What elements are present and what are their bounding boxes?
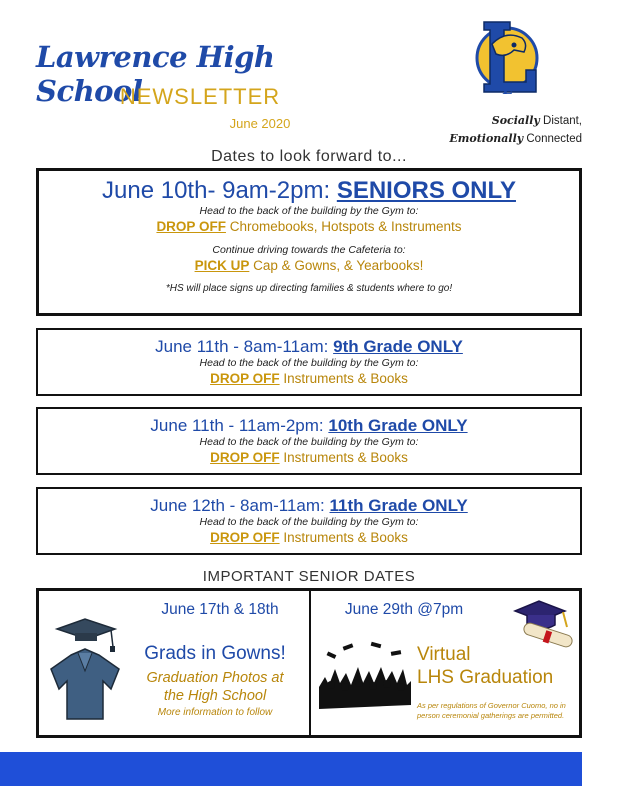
grade-event-group: 11th Grade ONLY [329,496,468,515]
gowns-subtitle-line1: Graduation Photos at [146,670,284,686]
grade-event-note: Head to the back of the building by the Gym to: [199,516,419,528]
grade-event-box [36,328,582,396]
graduation-date: June 29th @7pm [344,601,464,618]
graduation-gown-icon [45,613,127,725]
seniors-dropoff-line [39,218,579,235]
seniors-event-title [39,177,579,205]
seniors-event-group: SENIORS ONLY [336,177,516,204]
newsletter-label: NEWSLETTER [119,84,281,109]
grade-event-title [38,496,580,516]
graduation-title-line1: Virtual [417,644,471,665]
school-logo [462,14,552,104]
grade-event-title [38,416,580,436]
footer-bar [0,752,582,786]
seniors-event-box [36,168,582,316]
seniors-dropoff-note: Head to the back of the building by the Gym to: [199,205,419,217]
senior-dates-heading: IMPORTANT SENIOR DATES [202,568,416,585]
seniors-pickup-keyword: PICK UP [194,258,250,273]
grade-event-title [38,337,580,357]
grade-event-action [38,449,580,466]
grade-event-action [38,529,580,546]
gowns-date: June 17th & 18th [161,601,279,618]
gowns-subtitle [121,669,309,705]
seniors-dropoff-keyword: DROP OFF [156,219,226,234]
motto-line2-rest: Connected [523,133,582,145]
grade-event-box [36,407,582,475]
graduation-cap-diploma-icon [509,597,579,649]
graduation-note: As per regulations of Governor Cuomo, no in person ceremonial gatherings are permitted. [417,701,566,720]
grade-event-keyword: DROP OFF [210,371,280,386]
graduation-title-line2: LHS Graduation [417,667,554,688]
grade-event-items: Instruments & Books [279,530,408,545]
grade-event-box [36,487,582,555]
grade-event-action [38,370,580,387]
grade-event-items: Instruments & Books [279,450,408,465]
grade-event-keyword: DROP OFF [210,530,280,545]
grade-event-group: 9th Grade ONLY [333,337,463,356]
dates-heading: Dates to look forward to... [211,148,407,165]
grade-event-time: June 12th - 8am-11am: [150,496,330,515]
grade-event-note: Head to the back of the building by the Gym to: [199,357,419,369]
seniors-dropoff-items: Chromebooks, Hotspots & Instruments [225,219,462,234]
celebrating-graduates-icon [319,641,411,709]
gowns-subtitle-line2: the High School [163,688,267,704]
grade-event-note: Head to the back of the building by the Gym to: [199,436,419,448]
seniors-pickup-line [39,257,579,274]
senior-dates-box [36,588,582,738]
seniors-pickup-note: Continue driving towards the Cafeteria to: [212,244,406,256]
seniors-event-time: June 10th- 9am-2pm: [102,177,337,204]
grade-event-group: 10th Grade ONLY [328,416,468,435]
gowns-more-info: More information to follow [157,707,273,718]
motto-line2-em: Emotionally [449,132,524,145]
grade-event-time: June 11th - 11am-2pm: [150,416,329,435]
motto [432,112,582,148]
issue-date: June 2020 [229,116,291,131]
school-title: Lawrence High School [36,40,275,108]
grade-event-time: June 11th - 8am-11am: [155,337,334,356]
grade-event-keyword: DROP OFF [210,450,280,465]
graduation-title [417,643,577,689]
logo-letter: L [502,82,512,98]
motto-line1-em: Socially [491,114,540,127]
seniors-pickup-items: Cap & Gowns, & Yearbooks! [249,258,424,273]
seniors-footnote: *HS will place signs up directing families & students where to go! [165,283,453,294]
divider [309,591,311,735]
grade-event-items: Instruments & Books [279,371,408,386]
motto-line1-rest: Distant, [539,115,582,127]
gowns-title: Grads in Gowns! [144,643,286,664]
